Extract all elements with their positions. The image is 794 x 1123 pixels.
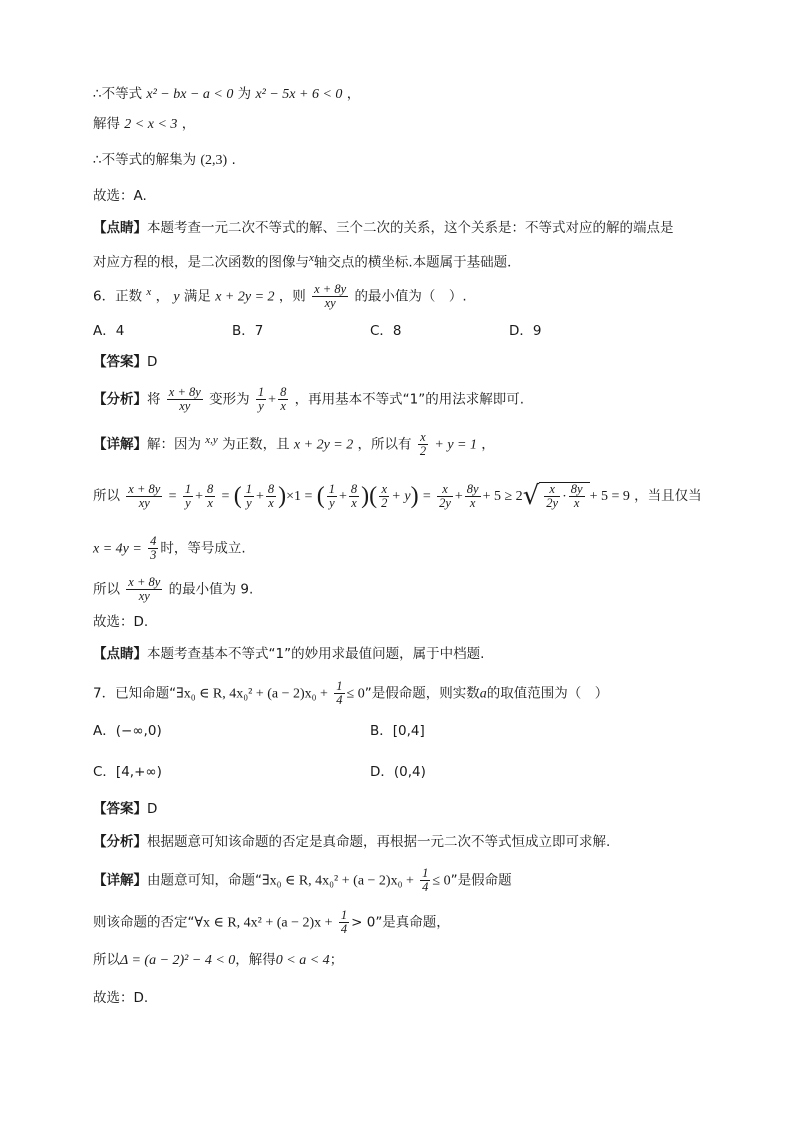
solution-formula: 0 < a < 4 bbox=[275, 953, 330, 968]
denominator: xy bbox=[138, 495, 150, 510]
text: 根据题意可知该命题的否定是真命题，再根据一元二次不等式恒成立即可求解. bbox=[147, 834, 611, 850]
fraction bbox=[256, 386, 266, 413]
comment-tag: 【点睛】 bbox=[93, 646, 147, 662]
q7-choice: 故选：D. bbox=[93, 990, 149, 1006]
fraction bbox=[418, 431, 428, 458]
proposition-end: ≤ 0 bbox=[346, 686, 365, 702]
fraction bbox=[327, 483, 337, 510]
denominator: y bbox=[258, 399, 264, 413]
interval: (2,3) bbox=[200, 153, 228, 168]
text: 轴交点的横坐标.本题属于基础题． bbox=[313, 254, 521, 271]
text: 本题考查一元二次不等式的解、三个二次的关系，这个关系是：不等式对应的解的端点是 bbox=[147, 220, 674, 236]
text: 解得 bbox=[93, 116, 120, 132]
denominator: x bbox=[268, 495, 274, 510]
fraction bbox=[167, 386, 203, 413]
denominator: y bbox=[246, 495, 252, 510]
numerator: 8 bbox=[350, 481, 358, 496]
equation: x = 4y = bbox=[93, 541, 142, 557]
option-c: C．8 bbox=[370, 323, 402, 339]
fraction bbox=[126, 483, 162, 510]
solution-line bbox=[93, 114, 195, 135]
text: ”是假命题 bbox=[450, 872, 512, 889]
delta-formula: Δ = (a − 2)² − 4 < 0 bbox=[120, 953, 236, 968]
option-a: A．(−∞,0) bbox=[93, 723, 162, 739]
q7-answer bbox=[93, 799, 157, 819]
option-a: A．4 bbox=[93, 323, 125, 339]
condition-formula: x + 2y = 2 bbox=[293, 437, 354, 453]
text: ，再用基本不等式“1”的用法求解即可. bbox=[294, 391, 524, 408]
denominator: x bbox=[280, 399, 286, 413]
text: 的取值范围为（ ） bbox=[486, 685, 609, 702]
comment-line-2 bbox=[93, 248, 521, 273]
fraction bbox=[312, 283, 348, 310]
numerator: 4 bbox=[150, 534, 157, 548]
equation: + y = 1 bbox=[434, 437, 477, 453]
fraction bbox=[420, 867, 430, 894]
text: 时，等号成立. bbox=[160, 540, 246, 557]
denominator: 4 bbox=[422, 880, 429, 894]
text: ， bbox=[181, 116, 196, 132]
text: 为 bbox=[237, 86, 252, 102]
fraction bbox=[148, 535, 158, 562]
option-d: D．(0,4) bbox=[370, 764, 426, 780]
comment-line-1 bbox=[93, 218, 674, 238]
text: 将 bbox=[147, 391, 161, 408]
q6-answer bbox=[93, 352, 157, 372]
q6-choice: 故选：D. bbox=[93, 614, 149, 630]
text: ，解得 bbox=[235, 952, 276, 968]
denominator: 4 bbox=[340, 922, 348, 936]
q6-detail bbox=[93, 430, 495, 458]
condition-formula: x + 2y = 2 bbox=[215, 289, 275, 305]
q7-analysis bbox=[93, 832, 610, 852]
detail-tag: 【详解】 bbox=[93, 872, 147, 889]
numerator: 1 bbox=[245, 481, 252, 496]
text: ∴不等式 bbox=[93, 86, 143, 102]
option-b: B．7 bbox=[232, 323, 264, 339]
fraction bbox=[183, 483, 193, 510]
numerator: x + 8y bbox=[128, 481, 161, 496]
answer-tag: 【答案】 bbox=[93, 354, 147, 370]
q6-derivation: 所以 $\frac{x + 8y}{xy}$ = $\frac{1}{y}$ + $\frac{8}{x}$ = ( $\frac{1}{y}$ + $\frac{8}{x}$ )×1 = ( $\frac{1}{y}$ + $\frac{8}{x}$ )( $\frac{x}{2}$ + y) = $\frac{x}{2y}$ + $\frac{8y}{x}$ + 5 ≥ 2√ $\frac{x}{2y}$ · $\frac{8y}{x}$ + 5 = 9 ，当且仅当 bbox=[93, 481, 702, 511]
q7-negation bbox=[93, 909, 450, 936]
text: ，当且仅当 bbox=[634, 488, 702, 504]
text: 6．正数 bbox=[93, 288, 143, 305]
text: 本题考查基本不等式“1”的妙用求最值问题，属于中档题. bbox=[147, 646, 485, 662]
answer-value: D bbox=[147, 354, 158, 370]
numerator: x bbox=[418, 431, 428, 445]
text: 所以 bbox=[93, 488, 120, 504]
denominator: x bbox=[207, 495, 213, 510]
q7-detail bbox=[93, 867, 512, 894]
option-d: D．9 bbox=[509, 323, 542, 339]
text: 满足 bbox=[183, 288, 211, 305]
denominator: 2 bbox=[419, 444, 427, 458]
numerator: x + 8y bbox=[128, 575, 161, 589]
solution-formula: 2 < x < 3 bbox=[124, 117, 178, 132]
fraction bbox=[126, 576, 162, 603]
text: ”是假命题，则实数 bbox=[364, 685, 480, 702]
var: a bbox=[479, 686, 487, 702]
inequality-formula: x² − 5x + 6 < 0 bbox=[255, 87, 343, 102]
text: 对应方程的根，是二次函数的图像与 bbox=[93, 254, 309, 271]
text: 解：因为 bbox=[147, 436, 201, 453]
text: 为正数，且 bbox=[222, 436, 290, 453]
detail-tag: 【详解】 bbox=[93, 436, 147, 453]
q6-min bbox=[93, 576, 253, 603]
fraction bbox=[278, 386, 288, 413]
fraction bbox=[339, 909, 349, 936]
numerator: 8 bbox=[280, 385, 287, 399]
numerator: 1 bbox=[336, 679, 343, 693]
denominator: 2 bbox=[381, 495, 388, 510]
text: 则该命题的否定“ bbox=[93, 914, 195, 931]
text: > 0”是真命题， bbox=[351, 914, 450, 931]
text: 由题意可知，命题“ bbox=[147, 872, 262, 889]
fraction: $\frac{8y}{x}$ bbox=[466, 481, 479, 510]
text: ，所以有 bbox=[357, 436, 412, 453]
text: ∴不等式的解集为 bbox=[93, 152, 197, 168]
solution-set-line bbox=[93, 150, 236, 171]
option-c: C．[4,+∞) bbox=[93, 764, 162, 780]
numerator: x bbox=[379, 483, 389, 497]
fraction bbox=[334, 680, 344, 707]
denominator: x bbox=[351, 495, 357, 510]
proposition-end: ≤ 0 bbox=[432, 873, 451, 889]
text: 所以 bbox=[93, 952, 120, 968]
fraction bbox=[379, 483, 389, 510]
answer-tag: 【答案】 bbox=[93, 801, 147, 817]
text: ，则 bbox=[278, 288, 306, 305]
numerator: 1 bbox=[422, 866, 429, 880]
text: ， bbox=[481, 436, 495, 453]
denominator: xy bbox=[179, 399, 191, 413]
q6-comment bbox=[93, 644, 484, 664]
var: x bbox=[309, 252, 314, 264]
numerator: x + 8y bbox=[314, 282, 347, 296]
q6-equality bbox=[93, 535, 246, 562]
denominator: 3 bbox=[150, 548, 157, 562]
q7-delta bbox=[93, 950, 343, 971]
fraction bbox=[205, 483, 215, 510]
analysis-tag: 【分析】 bbox=[93, 391, 147, 408]
q7-stem bbox=[93, 680, 608, 707]
text: . bbox=[231, 152, 236, 168]
fraction bbox=[349, 483, 359, 510]
numerator: 1 bbox=[340, 908, 348, 922]
q6-stem bbox=[93, 282, 467, 310]
option-b: B．[0,4] bbox=[370, 723, 425, 739]
choice-line: 故选：A. bbox=[93, 188, 147, 204]
text: ， bbox=[346, 86, 361, 102]
denominator: y bbox=[185, 495, 191, 510]
denominator: y bbox=[329, 495, 335, 510]
denominator: xy bbox=[324, 296, 336, 310]
numerator: 8 bbox=[267, 481, 275, 496]
text: ， bbox=[155, 288, 170, 305]
fraction: $\frac{x}{2y}$ bbox=[439, 481, 451, 510]
answer-value: D bbox=[147, 801, 158, 817]
inequality-formula: x² − bx − a < 0 bbox=[146, 87, 234, 102]
denominator: 4 bbox=[336, 693, 343, 707]
text: 的最小值为（ ）. bbox=[354, 288, 467, 305]
fraction bbox=[244, 483, 254, 510]
var: x bbox=[146, 286, 152, 298]
proposition: ∃x₀ ∈ R, 4x₀² + (a − 2)x₀ + bbox=[176, 686, 328, 702]
comment-tag: 【点睛】 bbox=[93, 220, 147, 236]
numerator: x + 8y bbox=[168, 385, 201, 399]
text: 7．已知命题“ bbox=[93, 685, 177, 702]
conclusion-line bbox=[93, 84, 360, 105]
q6-analysis: 【分析】将 $\frac{x + 8y}{xy}$ 变形为 $\frac{1}{y}$ + $\frac{8}{x}$ ，再用基本不等式“1”的用法求解即可. bbox=[93, 385, 524, 413]
numerator: 8 bbox=[206, 481, 214, 496]
proposition: ∃x₀ ∈ R, 4x₀² + (a − 2)x₀ + bbox=[262, 873, 414, 889]
analysis-tag: 【分析】 bbox=[93, 834, 147, 850]
numerator: 1 bbox=[184, 481, 192, 496]
negation-proposition: ∀x ∈ R, 4x² + (a − 2)x + bbox=[194, 915, 333, 931]
var: y bbox=[173, 289, 180, 305]
fraction bbox=[266, 483, 276, 510]
text: 的最小值为 9. bbox=[168, 581, 254, 598]
text: 变形为 bbox=[209, 391, 250, 408]
denominator: xy bbox=[138, 589, 150, 603]
numerator: 1 bbox=[328, 481, 335, 496]
numerator: 1 bbox=[257, 385, 265, 399]
text: 所以 bbox=[93, 581, 120, 598]
text: ； bbox=[329, 952, 344, 968]
vars: x,y bbox=[205, 434, 218, 446]
